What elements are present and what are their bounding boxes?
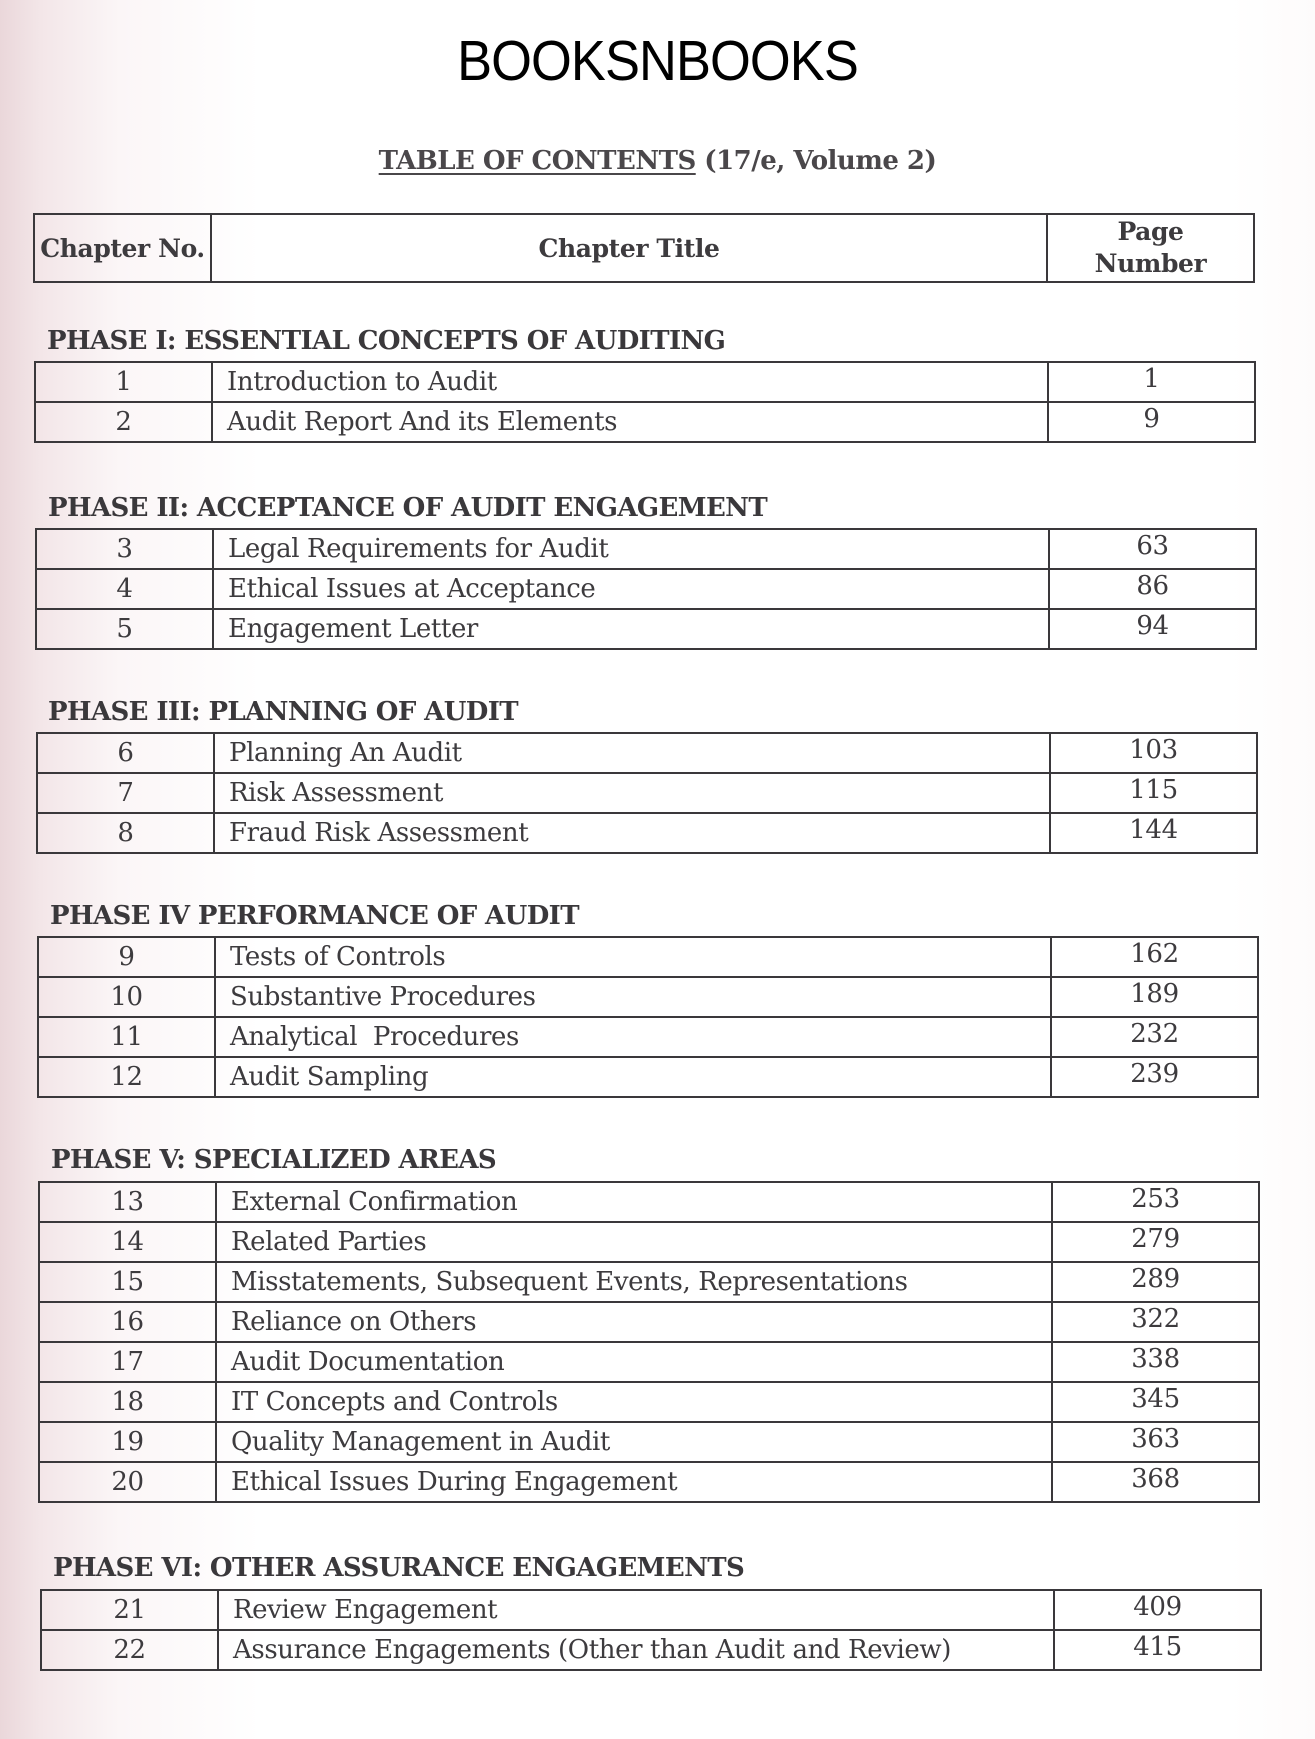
chapter-number: 3 bbox=[36, 529, 213, 569]
chapter-title[interactable]: Audit Sampling bbox=[215, 1057, 1051, 1097]
toc-heading bbox=[0, 146, 1315, 176]
chapter-page: 253 bbox=[1052, 1182, 1259, 1222]
chapter-row[interactable] bbox=[39, 1422, 1259, 1462]
chapter-page: 363 bbox=[1052, 1422, 1259, 1462]
chapter-page: 94 bbox=[1049, 609, 1256, 649]
chapter-row[interactable] bbox=[35, 402, 1255, 442]
toc-heading-main: TABLE OF CONTENTS bbox=[378, 146, 696, 176]
chapter-number: 11 bbox=[38, 1017, 215, 1057]
chapter-page: 162 bbox=[1051, 937, 1258, 977]
chapter-row[interactable] bbox=[36, 569, 1256, 609]
phase-table bbox=[35, 528, 1257, 650]
chapter-row[interactable] bbox=[39, 1262, 1259, 1302]
chapter-title[interactable]: Audit Documentation bbox=[216, 1342, 1052, 1382]
chapter-title[interactable]: Substantive Procedures bbox=[215, 977, 1051, 1017]
chapter-number: 21 bbox=[41, 1590, 218, 1630]
chapter-page: 239 bbox=[1051, 1057, 1258, 1097]
phase-table bbox=[38, 1181, 1260, 1503]
chapter-page: 63 bbox=[1049, 529, 1256, 569]
chapter-number: 2 bbox=[35, 402, 212, 442]
header-chapter-title: Chapter Title bbox=[211, 214, 1047, 282]
phase-table bbox=[34, 361, 1256, 443]
chapter-title[interactable]: Analytical Procedures bbox=[215, 1017, 1051, 1057]
chapter-number: 1 bbox=[35, 362, 212, 402]
chapter-row[interactable] bbox=[39, 1382, 1259, 1422]
header-page-number-line1: Page bbox=[1117, 217, 1184, 246]
chapter-row[interactable] bbox=[38, 937, 1258, 977]
chapter-title[interactable]: Assurance Engagements (Other than Audit and Review) bbox=[218, 1630, 1054, 1670]
toc-heading-edition: (17/e, Volume 2) bbox=[704, 146, 937, 176]
chapter-page: 232 bbox=[1051, 1017, 1258, 1057]
chapter-number: 10 bbox=[38, 977, 215, 1017]
chapter-number: 6 bbox=[37, 733, 214, 773]
chapter-page: 115 bbox=[1050, 773, 1257, 813]
phase-heading: PHASE III: PLANNING OF AUDIT bbox=[48, 697, 519, 727]
chapter-row[interactable] bbox=[37, 773, 1257, 813]
phase-heading: PHASE IV PERFORMANCE OF AUDIT bbox=[50, 901, 579, 931]
phase-heading: PHASE I: ESSENTIAL CONCEPTS OF AUDITING bbox=[47, 326, 726, 356]
chapter-number: 22 bbox=[41, 1630, 218, 1670]
phase-heading: PHASE V: SPECIALIZED AREAS bbox=[51, 1145, 497, 1175]
chapter-page: 144 bbox=[1050, 813, 1257, 853]
chapter-page: 279 bbox=[1052, 1222, 1259, 1262]
chapter-title[interactable]: Ethical Issues at Acceptance bbox=[213, 569, 1049, 609]
chapter-number: 15 bbox=[39, 1262, 216, 1302]
chapter-number: 17 bbox=[39, 1342, 216, 1382]
chapter-page: 9 bbox=[1048, 402, 1255, 442]
chapter-number: 18 bbox=[39, 1382, 216, 1422]
chapter-number: 20 bbox=[39, 1462, 216, 1502]
chapter-row[interactable] bbox=[39, 1182, 1259, 1222]
chapter-title[interactable]: Fraud Risk Assessment bbox=[214, 813, 1050, 853]
chapter-page: 322 bbox=[1052, 1302, 1259, 1342]
chapter-title[interactable]: Quality Management in Audit bbox=[216, 1422, 1052, 1462]
phase-heading: PHASE VI: OTHER ASSURANCE ENGAGEMENTS bbox=[53, 1553, 745, 1583]
chapter-page: 368 bbox=[1052, 1462, 1259, 1502]
phase-table bbox=[37, 936, 1259, 1098]
header-chapter-no: Chapter No. bbox=[34, 214, 211, 282]
chapter-row[interactable] bbox=[37, 733, 1257, 773]
chapter-title[interactable]: Planning An Audit bbox=[214, 733, 1050, 773]
chapter-title[interactable]: Introduction to Audit bbox=[212, 362, 1048, 402]
chapter-title[interactable]: External Confirmation bbox=[216, 1182, 1052, 1222]
chapter-row[interactable] bbox=[38, 1017, 1258, 1057]
toc-header-table bbox=[33, 213, 1255, 283]
phase-heading: PHASE II: ACCEPTANCE OF AUDIT ENGAGEMENT bbox=[48, 493, 768, 523]
chapter-number: 14 bbox=[39, 1222, 216, 1262]
chapter-row[interactable] bbox=[38, 977, 1258, 1017]
chapter-page: 345 bbox=[1052, 1382, 1259, 1422]
phase-table bbox=[40, 1589, 1262, 1671]
chapter-row[interactable] bbox=[37, 813, 1257, 853]
chapter-row[interactable] bbox=[39, 1342, 1259, 1382]
chapter-page: 409 bbox=[1054, 1590, 1261, 1630]
chapter-row[interactable] bbox=[38, 1057, 1258, 1097]
chapter-title[interactable]: Engagement Letter bbox=[213, 609, 1049, 649]
chapter-title[interactable]: Ethical Issues During Engagement bbox=[216, 1462, 1052, 1502]
chapter-number: 19 bbox=[39, 1422, 216, 1462]
phase-table bbox=[36, 732, 1258, 854]
chapter-title[interactable]: Misstatements, Subsequent Events, Representations bbox=[216, 1262, 1052, 1302]
chapter-title[interactable]: Tests of Controls bbox=[215, 937, 1051, 977]
chapter-page: 338 bbox=[1052, 1342, 1259, 1382]
chapter-row[interactable] bbox=[41, 1630, 1261, 1670]
chapter-number: 12 bbox=[38, 1057, 215, 1097]
chapter-page: 289 bbox=[1052, 1262, 1259, 1302]
chapter-page: 103 bbox=[1050, 733, 1257, 773]
chapter-title[interactable]: Audit Report And its Elements bbox=[212, 402, 1048, 442]
chapter-title[interactable]: Risk Assessment bbox=[214, 773, 1050, 813]
chapter-title[interactable]: Legal Requirements for Audit bbox=[213, 529, 1049, 569]
chapter-page: 415 bbox=[1054, 1630, 1261, 1670]
chapter-row[interactable] bbox=[41, 1590, 1261, 1630]
chapter-title[interactable]: Related Parties bbox=[216, 1222, 1052, 1262]
chapter-title[interactable]: Reliance on Others bbox=[216, 1302, 1052, 1342]
chapter-number: 4 bbox=[36, 569, 213, 609]
chapter-number: 5 bbox=[36, 609, 213, 649]
chapter-number: 13 bbox=[39, 1182, 216, 1222]
chapter-row[interactable] bbox=[39, 1222, 1259, 1262]
chapter-page: 86 bbox=[1049, 569, 1256, 609]
header-page-number bbox=[1047, 214, 1254, 282]
chapter-row[interactable] bbox=[39, 1302, 1259, 1342]
chapter-title[interactable]: IT Concepts and Controls bbox=[216, 1382, 1052, 1422]
chapter-number: 9 bbox=[38, 937, 215, 977]
chapter-number: 16 bbox=[39, 1302, 216, 1342]
chapter-page: 1 bbox=[1048, 362, 1255, 402]
chapter-row[interactable] bbox=[36, 609, 1256, 649]
chapter-row[interactable] bbox=[39, 1462, 1259, 1502]
chapter-page: 189 bbox=[1051, 977, 1258, 1017]
chapter-number: 8 bbox=[37, 813, 214, 853]
header-page-number-line2: Number bbox=[1094, 249, 1207, 278]
chapter-title[interactable]: Review Engagement bbox=[218, 1590, 1054, 1630]
chapter-row[interactable] bbox=[35, 362, 1255, 402]
publisher-brand: BOOKSNBOOKS bbox=[457, 29, 858, 93]
chapter-row[interactable] bbox=[36, 529, 1256, 569]
chapter-number: 7 bbox=[37, 773, 214, 813]
